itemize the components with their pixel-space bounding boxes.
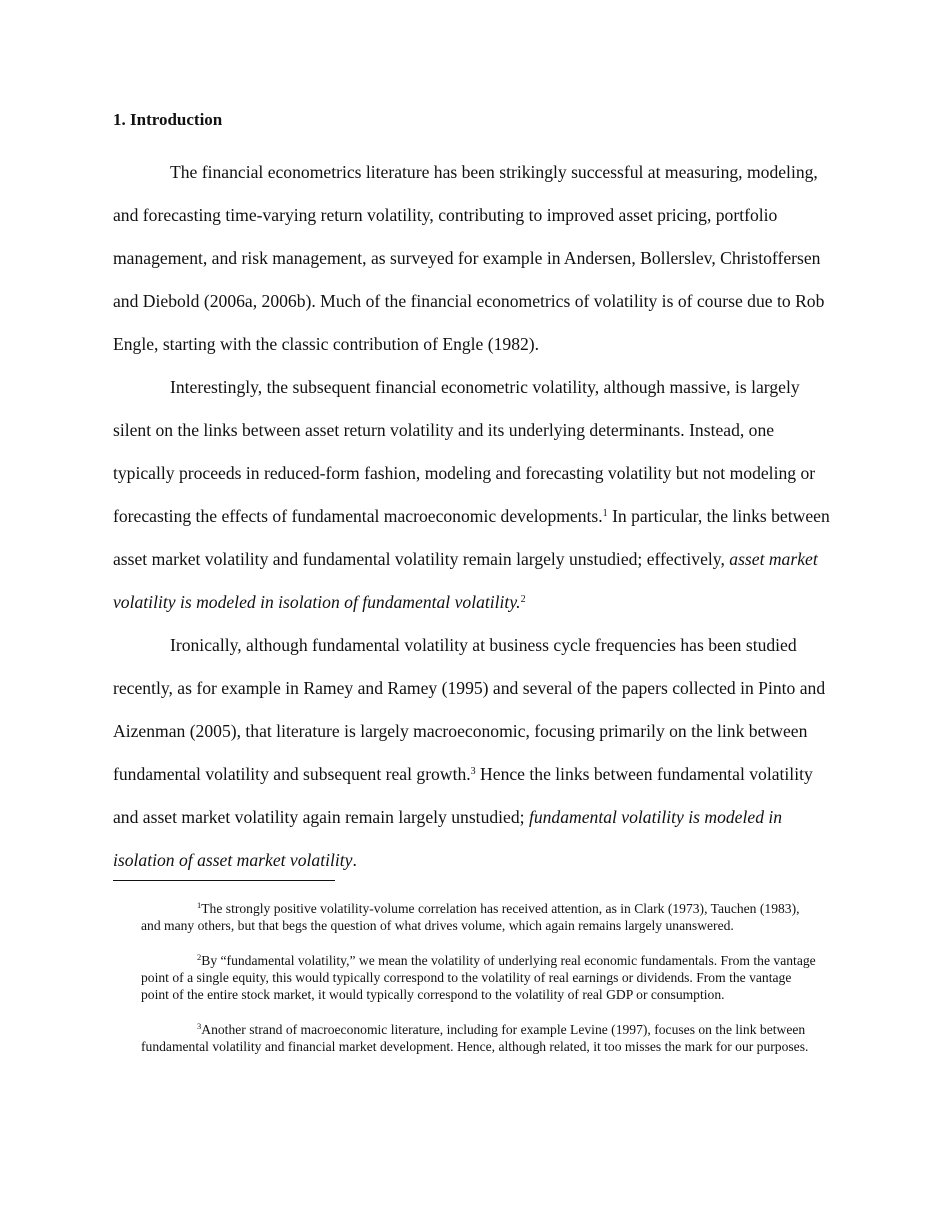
paragraph-3 [113, 624, 840, 882]
paragraph-1 [113, 151, 840, 366]
footnote-3-text: Another strand of macroeconomic literature, including for example Levine (1997), focuses on the link between fundamental volatility and financial market development. Hence, although related, it too misses the mark for our purposes. [141, 1022, 809, 1054]
paragraph-2 [113, 366, 840, 624]
footnote-ref-3[interactable]: 3 [470, 766, 476, 777]
footnote-2-text: By “fundamental volatility,” we mean the volatility of underlying real economic fundamentals. From the vantage point of a single equity, this would typically correspond to the volatility of real earnings or dividends. From the vantage point of the entire stock market, it would typically correspond to the volatility of real GDP or consumption. [141, 953, 816, 1002]
footnote-1 [141, 900, 821, 934]
paragraph-3-text-c: . [352, 850, 357, 870]
footnote-1-marker: 1 [197, 900, 202, 910]
paragraph-2-text-a: Interestingly, the subsequent financial econometric volatility, although massive, is largely silent on the links between asset return volatility and its underlying determinants. Instead, one typically proceeds in reduced-form fashion, modeling and forecasting volatility but not modeling or forecasting the effects of fundamental macroeconomic developments. [113, 377, 816, 526]
paper-body [113, 108, 840, 882]
paragraph-3-text-a: Ironically, although fundamental volatility at business cycle frequencies has been studied recently, as for example in Ramey and Ramey (1995) and several of the papers collected in Pinto and Aizenman (2005), that literature is largely macroeconomic, focusing primarily on the link between fundamental volatility and subsequent real growth. [113, 635, 826, 784]
paragraph-2-italic: asset market volatility is modeled in isolation of fundamental volatility. [113, 549, 818, 612]
footnote-ref-1[interactable]: 1 [602, 508, 608, 519]
footnote-2 [141, 952, 821, 1003]
footnote-2-marker: 2 [197, 952, 202, 962]
footnote-separator [113, 880, 335, 881]
footnote-3-marker: 3 [197, 1021, 202, 1031]
footnote-1-text: The strongly positive volatility-volume correlation has received attention, as in Clark (1973), Tauchen (1983), and many others, but that begs the question of what drives volume, which again remains largely unanswered. [141, 901, 800, 933]
footnote-ref-2[interactable]: 2 [520, 594, 526, 605]
paragraph-3-text-b: Hence the links between fundamental volatility and asset market volatility again remain largely unstudied; [113, 764, 813, 827]
paragraph-1-text: The financial econometrics literature has been strikingly successful at measuring, modeling, and forecasting time-varying return volatility, contributing to improved asset pricing, portfolio management, and risk management, as surveyed for example in Andersen, Bollerslev, Christoffersen and Diebold (2006a, 2006b). Much of the financial econometrics of volatility is of course due to Rob Engle, starting with the classic contribution of Engle (1982). [113, 162, 825, 354]
section-heading: 1. Introduction [113, 110, 223, 129]
paragraph-2-text-b: In particular, the links between asset market volatility and fundamental volatility remain largely unstudied; effectively, [113, 506, 830, 569]
footnote-3 [141, 1021, 821, 1055]
paragraph-3-italic: fundamental volatility is modeled in isolation of asset market volatility [113, 807, 783, 870]
footnotes [141, 900, 821, 1073]
